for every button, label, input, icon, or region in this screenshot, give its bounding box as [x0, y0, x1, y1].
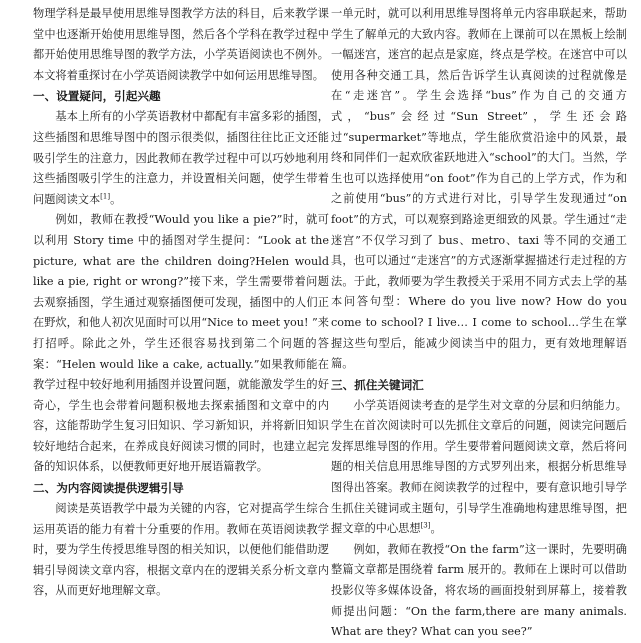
- intro-paragraph: 物理学科是最早使用思维导图教学方法的科目，后来教学课堂中也逐渐开始使用思维导图，然后各个学科在教学过程中都开始使用思维导图的教学方法，小学英语阅读也不例外。本文将着重探讨在小学英语阅读教学中如何运用思维导图。: [33, 7, 329, 82]
- paragraph-text: 小学英语阅读考查的是学生对文章的分层和归纳能力。学生在首次阅读时可以先抓住文章后的问题，阅读完问题后发挥思维导图的作用。学生要带着问题阅读文章，然后将问题的相关信息用思维导图的方式罗列出来，根据分析思维导图得出答案。教师在阅读教学的过程中，要有意识地引导学生抓住关键词或主题句，引导学生准确地构建思维导图，把握文章的中心思想: [331, 398, 627, 536]
- section-3-paragraph-2: 例如，教师在教授“On the farm”这一课时，先要明确整篇文章都是围绕着 farm 展开的。教师在上课时可以借助投影仪等多媒体设备，将农场的画面投射到屏幕上，接着教师提出问题：“On the farm,there are many animals. What are they? What can you see?”: [331, 542, 627, 639]
- section-2-paragraph-2: 一单元时，就可以利用思维导图将单元内容串联起来，帮助学生了解单元的大致内容。教师在上课前可以在黑板上绘制一幅迷宫，迷宫的起点是家庭，终点是学校。在迷宫中可以使用各种交通工具，然后告诉学生认真阅读的过程就像是在“走迷宫”。学生会选择“bus”作为自己的交通方式，“bus”会经过“Sun Street”，学生还会路过“supermarket”等地点，学生能欣赏沿途中的风景，最终和同伴们一起欢欣雀跃地进入“school”的大门。当然，学生也可以选择使用“on foot”作为自己的上学方式，作为和之前使用“bus”的方式进行对比，引导学生发现通过“on foot”的方式，可以观察到路途更细致的风景。学生通过“走迷宫”不仅学习到了 bus、metro、taxi 等不同的交通工具，也可以通过“走迷宫”的方式逐渐掌握描述行走过程的方法。于此，教师要为学生教授关于采用不同方式去上学的基本问答句型：Where do you live now? How do you come to school? I live… I come to school…学生在掌握这些句型后，能减少阅读当中的阻力，更有效地理解语篇。: [331, 7, 627, 371]
- paragraph-text: 基本上所有的小学英语教材中都配有丰富多彩的插图，这些插图和思维导图中的图示很类似，插图往往比正文还能吸引学生的注意力，因此教师在教学过程中可以巧妙地利用这些插图吸引学生的注意力，并设置相关问题，使学生带着问题阅读文本: [33, 110, 329, 206]
- section-3-paragraph-1: [331, 396, 627, 540]
- citation-ref: [1]: [100, 192, 111, 201]
- left-column: [33, 4, 329, 602]
- section-heading-1: 一、设置疑问，引起兴趣: [33, 89, 161, 104]
- citation-ref: [3]: [420, 521, 431, 530]
- paragraph-end: 。: [110, 192, 122, 206]
- section-heading-3: 三、抓住关键词汇: [331, 377, 424, 392]
- section-1-paragraph-1: [33, 107, 329, 210]
- section-heading-2: 二、为内容阅读提供逻辑引导: [33, 481, 184, 496]
- paragraph-end: 。: [430, 522, 442, 536]
- section-2-paragraph-1: 阅读是英语教学中最为关键的内容，它对提高学生综合运用英语的能力有着十分重要的作用。教师在英语阅读教学时，要为学生传授思维导图的相关知识，以便他们能借助逻辑引导阅读文章内容，根据文章内在的逻辑关系分析文章内容，从而更好地理解文章。: [33, 502, 329, 598]
- right-column: [331, 4, 627, 643]
- section-1-paragraph-2: 例如，教师在教授“Would you like a pie?”时，就可以利用 Story time 中的插图对学生提问：“Look at the picture, what are the children doing?Helen would like a pie, right or wrong?”接下来，学生需要带着问题去观察插图，学生通过观察插图便可发现，插图中的人们正在野炊，和他人初次见面时可以用“Nice to meet you! ”来打招呼。除此之外，学生还很容易找到第二个问题的答案：“Helen would like a cake, actually.”如果教师能在教学过程中较好地利用插图并设置问题，就能激发学生的好奇心，学生也会带着问题积极地去探索插图和文章中的内容，这能帮助学生复习旧知识、学习新知识，并将新旧知识较好地结合起来，在养成良好阅读习惯的同时，也建立起完备的知识体系，以便教师更好地开展语篇教学。: [33, 213, 329, 474]
